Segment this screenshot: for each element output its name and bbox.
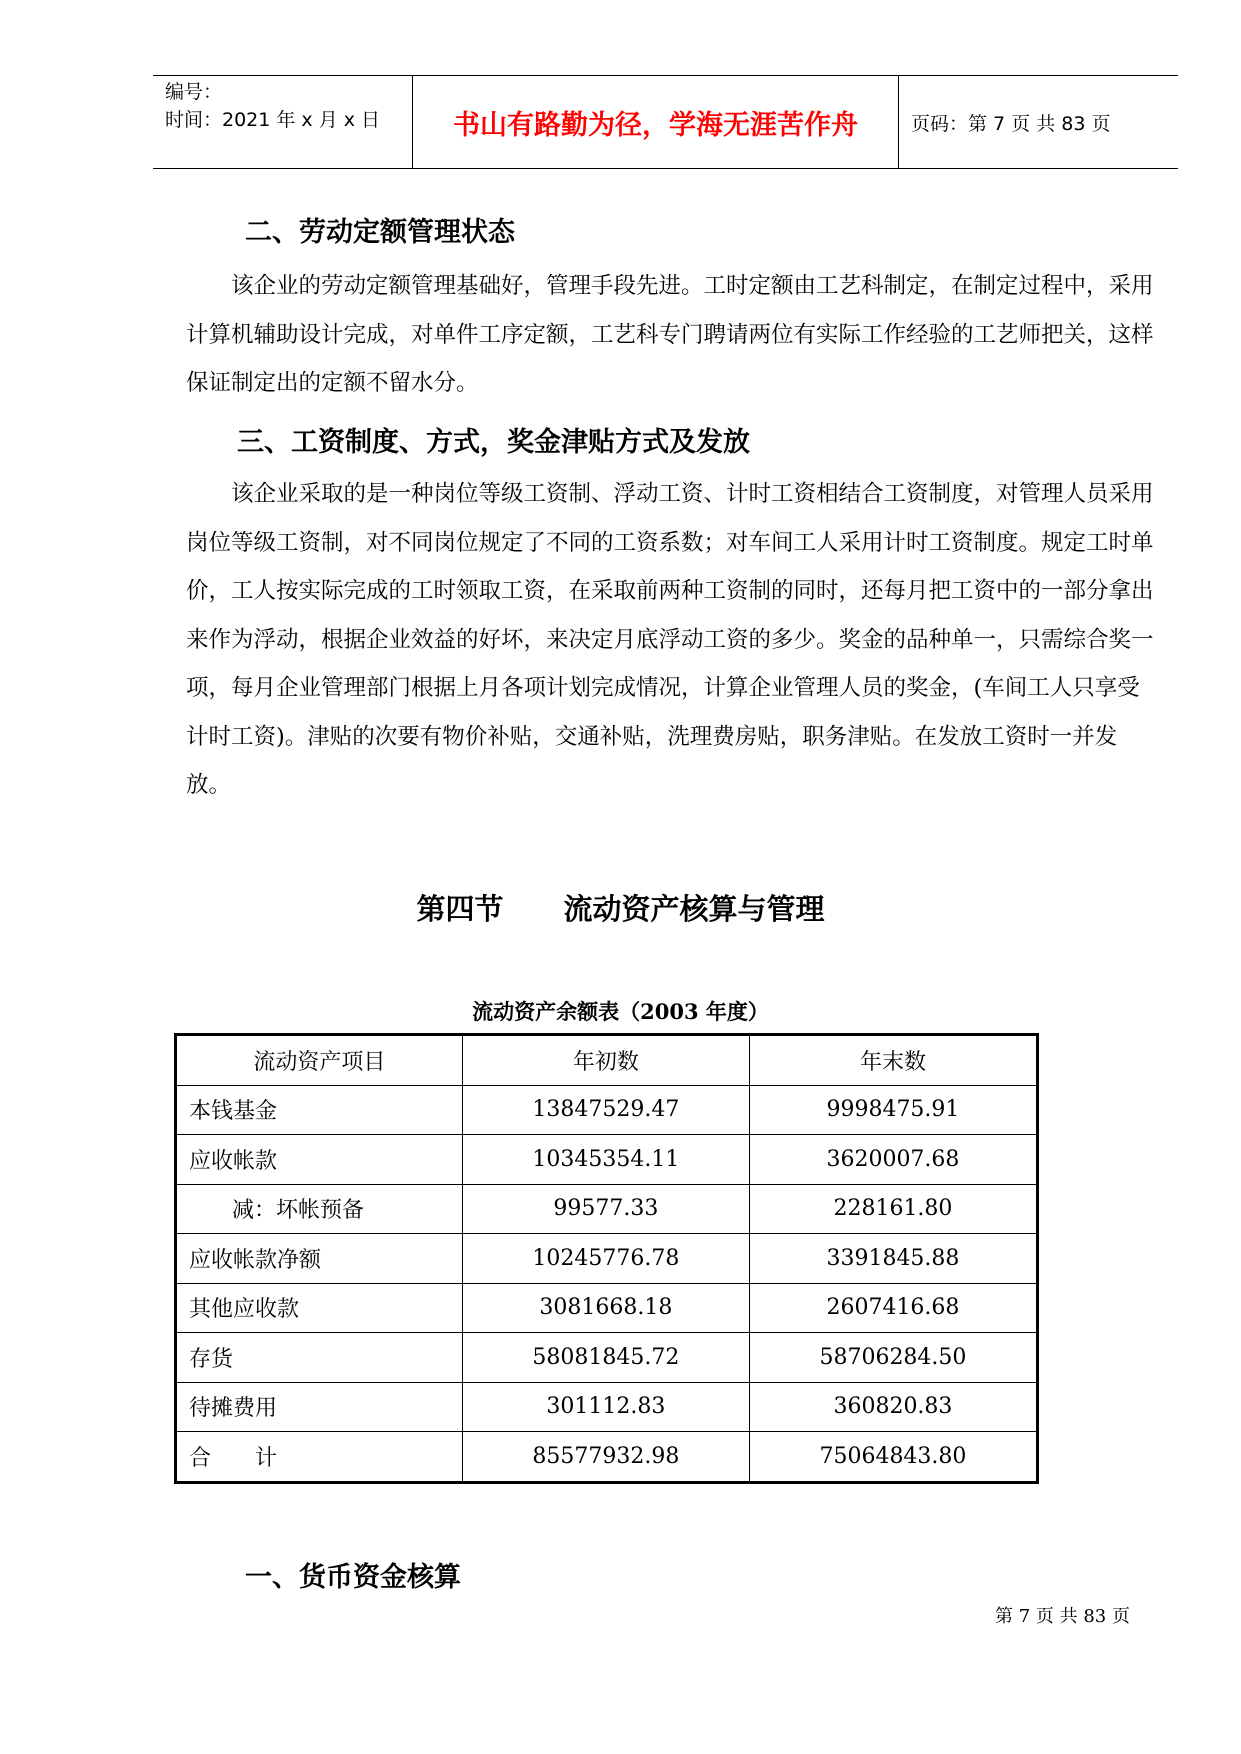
row-item-label: 本钱基金: [176, 1085, 463, 1135]
section-heading-wage-system: 三、工资制度、方式，奖金津贴方式及发放: [237, 427, 750, 458]
table-row: [176, 1184, 1038, 1234]
row-beginning-value: 58081845.72: [462, 1333, 749, 1383]
row-beginning-value: 13847529.47: [462, 1085, 749, 1135]
column-header-ending: 年末数: [749, 1035, 1037, 1086]
row-ending-value: 58706284.50: [749, 1333, 1037, 1383]
table-caption: 流动资产余额表（2003 年度）: [472, 999, 769, 1024]
column-header-beginning: 年初数: [462, 1035, 749, 1086]
paragraph-wage-system: 该企业采取的是一种岗位等级工资制、浮动工资、计时工资相结合工资制度，对管理人员采用岗位等级工资制，对不同岗位规定了不同的工资系数；对车间工人采用计时工资制度。规定工时单价，工人按实际完成的工时领取工资，在采取前两种工资制的同时，还每月把工资中的一部分拿出来作为浮动，根据企业效益的好坏，来决定月底浮动工资的多少。奖金的品种单一，只需综合奖一项，每月企业管理部门根据上月各项计划完成情况，计算企业管理人员的奖金，(车间工人只享受计时工资)。津贴的次要有物价补贴，交通补贴，洗理费房贴，职务津贴。在发放工资时一并发放。: [186, 481, 1154, 798]
current-assets-table: [174, 1033, 1039, 1484]
row-item-label: 其他应收款: [176, 1283, 463, 1333]
row-item-label: 应收帐款: [176, 1135, 463, 1185]
table-total-row: [176, 1432, 1038, 1483]
row-item-label: 存货: [176, 1333, 463, 1383]
serial-label: 编号：: [165, 81, 223, 103]
row-ending-value: 2607416.68: [749, 1283, 1037, 1333]
row-beginning-value: 10245776.78: [462, 1234, 749, 1284]
row-item-label: 应收帐款净额: [176, 1234, 463, 1284]
table-row: [176, 1333, 1038, 1383]
row-beginning-value: 85577932.98: [462, 1432, 749, 1483]
table-row: [176, 1234, 1038, 1284]
page-header: [153, 75, 1178, 169]
row-ending-value: 228161.80: [749, 1184, 1037, 1234]
section-heading-labor-quota: 二、劳动定额管理状态: [245, 217, 515, 248]
time-label: 时间：2021 年 x 月 x 日: [165, 109, 381, 131]
column-header-item: 流动资产项目: [176, 1035, 463, 1086]
table-header-row: [176, 1035, 1038, 1086]
row-item-label: 待摊费用: [176, 1382, 463, 1432]
table-row: [176, 1085, 1038, 1135]
row-beginning-value: 301112.83: [462, 1382, 749, 1432]
row-beginning-value: 99577.33: [462, 1184, 749, 1234]
row-ending-value: 3620007.68: [749, 1135, 1037, 1185]
table-row: [176, 1135, 1038, 1185]
chapter-number: 第四节: [416, 892, 504, 926]
row-item-label: 减：坏帐预备: [176, 1184, 463, 1234]
table-row: [176, 1382, 1038, 1432]
chapter-title: [0, 887, 1241, 928]
section-heading-monetary-funds: 一、货币资金核算: [245, 1562, 461, 1593]
page-footer: 第 7 页 共 83 页: [995, 1606, 1130, 1627]
row-beginning-value: 3081668.18: [462, 1283, 749, 1333]
table-row: [176, 1283, 1038, 1333]
row-beginning-value: 10345354.11: [462, 1135, 749, 1185]
row-ending-value: 9998475.91: [749, 1085, 1037, 1135]
chapter-name: 流动资产核算与管理: [563, 892, 825, 926]
header-motto: 书山有路勤为径，学海无涯苦作舟: [412, 76, 899, 168]
header-meta: [153, 76, 412, 168]
row-item-label: 合 计: [176, 1432, 463, 1483]
row-ending-value: 3391845.88: [749, 1234, 1037, 1284]
header-page-info: 页码：第 7 页 共 83 页: [911, 112, 1111, 135]
paragraph-labor-quota: 该企业的劳动定额管理基础好，管理手段先进。工时定额由工艺科制定，在制定过程中，采用计算机辅助设计完成，对单件工序定额，工艺科专门聘请两位有实际工作经验的工艺师把关，这样保证制定出的定额不留水分。: [186, 273, 1154, 396]
row-ending-value: 75064843.80: [749, 1432, 1037, 1483]
row-ending-value: 360820.83: [749, 1382, 1037, 1432]
